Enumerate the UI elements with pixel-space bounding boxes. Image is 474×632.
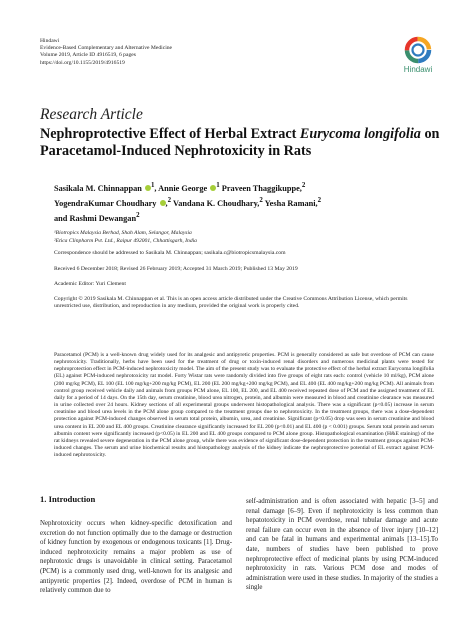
affiliation-1: ¹Biotropics Malaysia Berhad, Shah Alam, Selangor, Malaysia xyxy=(54,230,192,236)
article-title xyxy=(40,126,440,160)
title-part-2: on Paracetamol-Induced Nephrotoxicity in Rats xyxy=(40,126,440,159)
correspondence: Correspondence should be addressed to Sasikala M. Chinnappan; sasikala.c@biotropicsmalaysia.com xyxy=(54,250,286,256)
affiliations xyxy=(54,229,197,245)
author-affiliation-mark: 2 xyxy=(136,211,140,219)
title-part-1: Nephroprotective Effect of Herbal Extract xyxy=(40,126,300,142)
author-affiliation-mark: 2 xyxy=(259,196,263,204)
author-name[interactable]: YogendraKumar Choudhary xyxy=(54,198,157,208)
body-column-left: Nephrotoxicity occurs when kidney-specific detoxification and excretion do not function optimally due to the damage or destruction of kidney function by exogenous or endogenous toxicants [1]. Drug-induced nephrotoxicity remains a major problem as use of nephrotoxic drugs is unavoidable in clinical setting. Paracetamol (PCM) is a commonly used drug, well-known for its analgesic and antipyretic properties [2]. Indeed, overdose of PCM in human is relatively common due to xyxy=(40,520,232,595)
author-affiliation-mark: 2 xyxy=(301,182,306,189)
journal-header xyxy=(40,38,172,67)
author-affiliation-mark: 2 xyxy=(317,196,322,204)
author-affiliation-mark: 1 xyxy=(216,182,220,189)
title-species: Eurycoma longifolia xyxy=(299,126,421,142)
hindawi-logo xyxy=(398,36,438,74)
author-list: Sasikala M. Chinnappan $^1$, Annie George $^1$ Praveen Thaggikuppe,$^2$ YogendraKumar Choudhary ,$^2$ Vandana K. Choudhary,$^2$ Yesha Ramani,$^2$ and Rashmi Dewangan$^2$ xyxy=(54,182,322,223)
author-name[interactable]: Praveen Thaggikuppe, xyxy=(221,183,302,193)
orcid-icon[interactable] xyxy=(160,200,166,206)
author-name[interactable]: and Rashmi Dewangan xyxy=(54,213,137,223)
author-affiliation-mark: 2 xyxy=(167,196,172,204)
author-name[interactable]: Annie George xyxy=(158,183,208,193)
author-name[interactable]: Yesha Ramani, xyxy=(264,198,318,208)
article-dates: Received 6 December 2018; Revised 26 February 2019; Accepted 31 March 2019; Published 13 May 2019 xyxy=(54,266,298,272)
author-name[interactable]: Vandana K. Choudhary, xyxy=(172,198,260,208)
academic-editor: Academic Editor: Yuri Clement xyxy=(54,281,126,287)
author-name[interactable]: Sasikala M. Chinnappan xyxy=(54,183,142,193)
abstract: Paracetamol (PCM) is a well-known drug widely used for its analgesic and antipyretic properties. PCM is generally considered as safe but overdose of PCM can cause nephrotoxicity. Traditionally, herbs have been used for the treatment of drug or toxin-induced renal disorders and numerous medicinal plants were tested for nephroprotection effect in PCM-induced nephrotoxicity model. The aim of the present study was to evaluate the protective effect of the herbal extract Eurycoma longifolia (EL) against PCM-induced nephrotoxicity rat model. Forty Wistar rats were randomly divided into five groups of eight rats each: control (vehicle 10 ml/kg), PCM alone (200 mg/kg PCM), EL 100 (EL 100 mg/kg+200 mg/kg PCM), EL 200 (EL 200 mg/kg+200 mg/kg PCM), and EL 400 (EL 400 mg/kg+200 mg/kg PCM). All animals from control group received vehicle daily and animals from groups PCM alone, EL 100, EL 200, and EL 400 received repeated dose of PCM and the assigned treatment of EL daily for a period of 14 days. On the 15th day, serum creatinine, blood urea nitrogen, protein, and albumin were measured in blood and creatinine clearance was measured in urine collected over 24 hours. Kidney sections of all experimental groups underwent histopathological analysis. There was a significant (p<0.05) increase in serum creatinine and blood urea levels in the PCM alone group compared to the treatment groups due to nephrotoxicity. In the treatment groups, there was a dose-dependent protection against PCM-induced changes observed in serum total protein, albumin, urea, and creatinine. Significant (p<0.05) drop was seen in serum creatinine and blood urea content in EL 200 and EL 400 groups. Creatinine clearance significantly increased for EL 200 (p<0.01) and EL 400 (p < 0.001) groups. Serum total protein and serum albumin content were significantly increased (p<0.05) in EL 200 and EL 400 groups compared to PCM alone group. Histopathological examination (H&E staining) of the rat kidneys revealed severe degeneration in the PCM alone group, while there was evidence of significant dose-dependent protection in the treatment groups against PCM-induced changes. The serum and urine biochemical results and histopathology analysis of the kidney indicate the nephroprotective potential of EL extract against PCM-induced nephrotoxicity. xyxy=(54,352,434,459)
author-affiliation-mark: 1 xyxy=(150,182,155,189)
journal-name: Evidence-Based Complementary and Alternative Medicine xyxy=(40,45,173,52)
journal-doi[interactable]: https://doi.org/10.1155/2019/4916519 xyxy=(40,59,125,66)
journal-volume: Volume 2019, Article ID 4916519, 6 pages xyxy=(40,52,136,59)
logo-wordmark: Hindawi xyxy=(403,65,433,74)
affiliation-2: ²Etica Clinpharm Pvt. Ltd., Raipur 492001, Chhattisgarh, India xyxy=(54,238,197,244)
publisher-name: Hindawi xyxy=(40,38,60,44)
section-heading: 1. Introduction xyxy=(40,494,96,504)
article-type: Research Article xyxy=(40,106,143,123)
body-column-right: self-administration and is often associated with hepatic [3–5] and renal damage [6–9]. Even if nephrotoxicity is less common than hepatotoxicity in PCM overdose, renal tubular damage and acute renal failure can occur even in the absence of liver injury [10–12] and can be fatal in humans and experimental animals [13–15].To date, numbers of studies have been published to prove nephroprotective effect of medicinal plants by using PCM-induced nephrotoxicity in rats. Various PCM dose and modes of administration were used in these studies. In majority of the studies a single xyxy=(246,498,438,592)
copyright-notice: Copyright © 2019 Sasikala M. Chinnappan et al. This is an open access article distributed under the Creative Commons Attribution License, which permits unrestricted use, distribution, and reproduction in any medium, provided the original work is properly cited. xyxy=(54,296,408,310)
hindawi-logo-icon xyxy=(403,36,433,64)
